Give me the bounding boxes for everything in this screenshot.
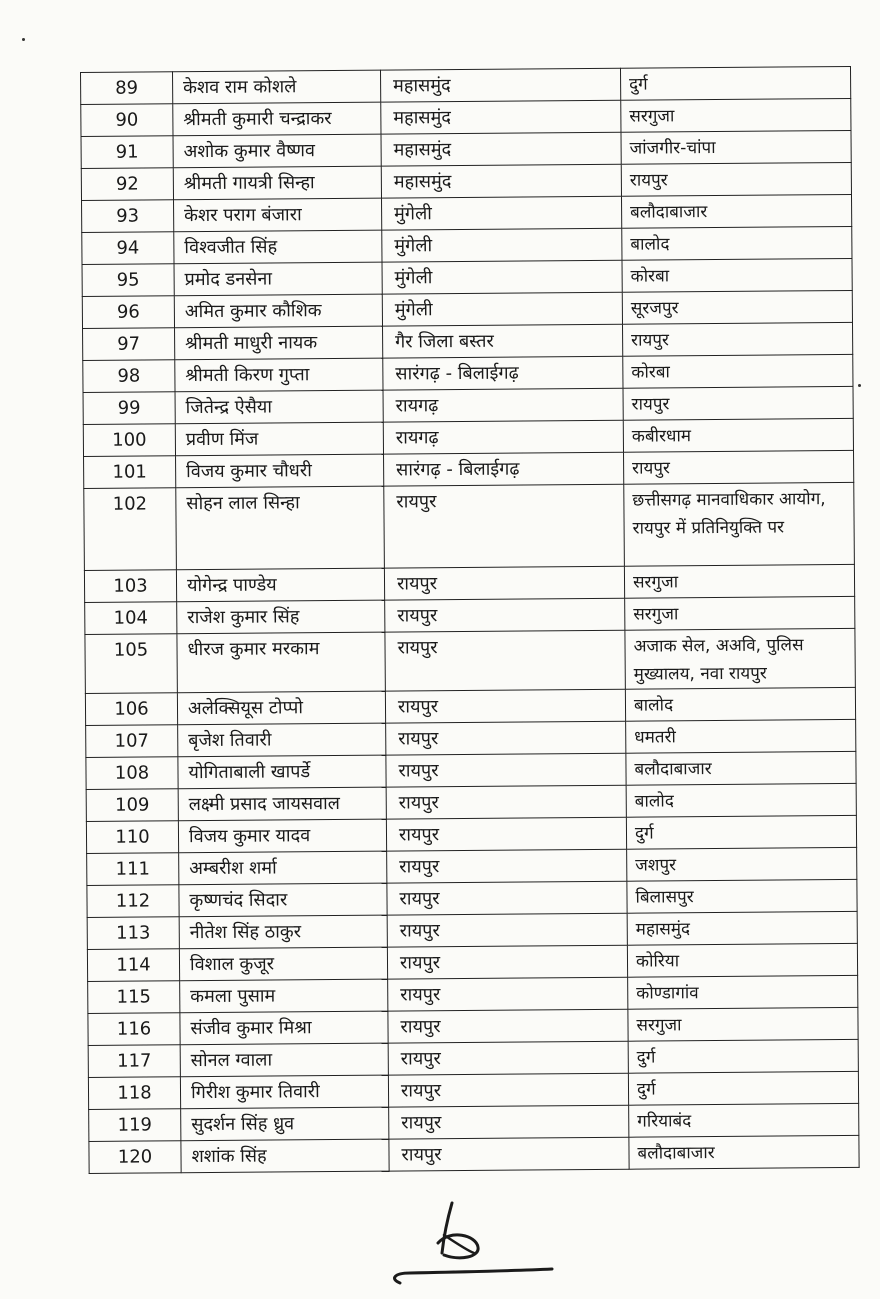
serial-number-cell: 109 xyxy=(86,789,178,822)
officer-name-cell: विश्वजीत सिंह xyxy=(174,230,382,264)
officer-name-cell: जितेन्द्र ऐसैया xyxy=(175,390,383,424)
current-posting-cell: रायपुर xyxy=(388,977,628,1011)
officer-name-cell: योगेन्द्र पाण्डेय xyxy=(176,568,384,602)
new-posting-cell: बालोद xyxy=(622,226,852,260)
officer-name-cell: श्रीमती गायत्री सिन्हा xyxy=(173,166,381,200)
serial-number-cell: 117 xyxy=(88,1045,180,1078)
serial-number-cell: 98 xyxy=(83,360,175,393)
new-posting-cell: कोरबा xyxy=(623,354,853,388)
new-posting-cell: सूरजपुर xyxy=(622,290,852,324)
current-posting-cell: रायपुर xyxy=(387,881,627,915)
new-posting-cell: रायपुर xyxy=(621,162,851,196)
serial-number-cell: 108 xyxy=(86,757,178,790)
serial-number-cell: 92 xyxy=(81,168,173,201)
serial-number-cell: 106 xyxy=(85,693,177,726)
signature xyxy=(380,1195,580,1299)
current-posting-cell: रायपुर xyxy=(386,721,626,755)
officer-name-cell: अमित कुमार कौशिक xyxy=(174,294,382,328)
serial-number-cell: 113 xyxy=(87,917,179,950)
serial-number-cell: 118 xyxy=(88,1077,180,1110)
new-posting-cell: रायपुर xyxy=(624,450,854,484)
table-row xyxy=(85,628,855,693)
document-page xyxy=(80,66,860,1174)
serial-number-cell: 101 xyxy=(84,456,176,489)
current-posting-cell: सारंगढ़ - बिलाईगढ़ xyxy=(383,356,623,390)
new-posting-cell: बलौदाबाजार xyxy=(626,751,856,785)
current-posting-cell: रायपुर xyxy=(386,817,626,851)
new-posting-cell: दुर्ग xyxy=(628,1071,858,1105)
new-posting-cell: रायपुर xyxy=(623,386,853,420)
serial-number-cell: 112 xyxy=(87,885,179,918)
new-posting-cell: महासमुंद xyxy=(627,911,857,945)
new-posting-cell: धमतरी xyxy=(626,719,856,753)
current-posting-cell: रायपुर xyxy=(384,566,624,600)
new-posting-cell: अजाक सेल, अअवि, पुलिस मुख्यालय, नवा रायपुर xyxy=(625,628,855,689)
new-posting-cell: बालोद xyxy=(625,687,855,721)
officer-name-cell: सुदर्शन सिंह ध्रुव xyxy=(181,1107,389,1141)
serial-number-cell: 120 xyxy=(89,1141,181,1174)
officer-name-cell: केशव राम कोशले xyxy=(173,70,381,104)
officer-name-cell: संजीव कुमार मिश्रा xyxy=(180,1011,388,1045)
current-posting-cell: रायपुर xyxy=(385,630,625,691)
scan-speck xyxy=(22,38,25,41)
current-posting-cell: महासमुंद xyxy=(381,132,621,166)
new-posting-cell: बालोद xyxy=(626,783,856,817)
signature-icon xyxy=(380,1195,580,1295)
current-posting-cell: रायपुर xyxy=(387,913,627,947)
serial-number-cell: 110 xyxy=(86,821,178,854)
officer-name-cell: सोहन लाल सिन्हा xyxy=(176,486,385,570)
current-posting-cell: गैर जिला बस्तर xyxy=(383,324,623,358)
officer-name-cell: कमला पुसाम xyxy=(180,979,388,1013)
table-row xyxy=(84,482,855,570)
new-posting-cell: कोरबा xyxy=(622,258,852,292)
current-posting-cell: रायपुर xyxy=(389,1105,629,1139)
scan-speck xyxy=(858,384,861,387)
serial-number-cell: 90 xyxy=(81,104,173,137)
new-posting-cell: जांजगीर-चांपा xyxy=(621,130,851,164)
current-posting-cell: रायपुर xyxy=(387,849,627,883)
new-posting-cell: कबीरधाम xyxy=(623,418,853,452)
serial-number-cell: 91 xyxy=(81,136,173,169)
current-posting-cell: मुंगेली xyxy=(382,292,622,326)
current-posting-cell: रायपुर xyxy=(388,1073,628,1107)
serial-number-cell: 115 xyxy=(88,981,180,1014)
new-posting-cell: बलौदाबाजार xyxy=(621,194,851,228)
new-posting-cell: दुर्ग xyxy=(628,1039,858,1073)
serial-number-cell: 103 xyxy=(84,570,176,603)
current-posting-cell: रायपुर xyxy=(388,1009,628,1043)
serial-number-cell: 119 xyxy=(89,1109,181,1142)
current-posting-cell: सारंगढ़ - बिलाईगढ़ xyxy=(384,452,624,486)
current-posting-cell: रायपुर xyxy=(385,598,625,632)
officer-name-cell: नीतेश सिंह ठाकुर xyxy=(179,915,387,949)
current-posting-cell: रायपुर xyxy=(385,689,625,723)
current-posting-cell: रायगढ़ xyxy=(383,420,623,454)
serial-number-cell: 95 xyxy=(82,264,174,297)
officer-name-cell: लक्ष्मी प्रसाद जायसवाल xyxy=(178,787,386,821)
officer-name-cell: श्रीमती किरण गुप्ता xyxy=(175,358,383,392)
new-posting-cell: बिलासपुर xyxy=(627,879,857,913)
officer-name-cell: सोनल ग्वाला xyxy=(180,1043,388,1077)
serial-number-cell: 93 xyxy=(82,200,174,233)
officer-name-cell: धीरज कुमार मरकाम xyxy=(177,632,385,693)
officer-name-cell: राजेश कुमार सिंह xyxy=(177,600,385,634)
serial-number-cell: 89 xyxy=(81,72,173,105)
serial-number-cell: 114 xyxy=(87,949,179,982)
new-posting-cell: बलौदाबाजार xyxy=(629,1135,859,1169)
serial-number-cell: 97 xyxy=(83,328,175,361)
new-posting-cell: दुर्ग xyxy=(626,815,856,849)
new-posting-cell: सरगुजा xyxy=(624,564,854,598)
table-row xyxy=(89,1135,859,1173)
officer-name-cell: श्रीमती माधुरी नायक xyxy=(175,326,383,360)
officer-name-cell: गिरीश कुमार तिवारी xyxy=(180,1075,388,1109)
serial-number-cell: 100 xyxy=(83,424,175,457)
serial-number-cell: 105 xyxy=(85,634,177,694)
officer-name-cell: योगिताबाली खापर्डे xyxy=(178,755,386,789)
current-posting-cell: रायपुर xyxy=(384,484,625,568)
serial-number-cell: 94 xyxy=(82,232,174,265)
officer-name-cell: शशांक सिंह xyxy=(181,1139,389,1173)
officer-name-cell: प्रमोद डनसेना xyxy=(174,262,382,296)
serial-number-cell: 111 xyxy=(87,853,179,886)
new-posting-cell: दुर्ग xyxy=(620,66,850,100)
current-posting-cell: रायपुर xyxy=(386,753,626,787)
current-posting-cell: महासमुंद xyxy=(380,68,620,102)
serial-number-cell: 96 xyxy=(82,296,174,329)
officer-name-cell: श्रीमती कुमारी चन्द्राकर xyxy=(173,102,381,136)
current-posting-cell: रायपुर xyxy=(387,945,627,979)
new-posting-cell: कोरिया xyxy=(627,943,857,977)
serial-number-cell: 102 xyxy=(84,488,177,571)
serial-number-cell: 104 xyxy=(85,602,177,635)
new-posting-cell: सरगुजा xyxy=(625,596,855,630)
transfer-table-body xyxy=(81,66,860,1173)
new-posting-cell: रायपुर xyxy=(622,322,852,356)
officer-name-cell: अशोक कुमार वैष्णव xyxy=(173,134,381,168)
current-posting-cell: रायपुर xyxy=(389,1137,629,1171)
serial-number-cell: 116 xyxy=(88,1013,180,1046)
current-posting-cell: महासमुंद xyxy=(381,164,621,198)
new-posting-cell: कोण्डागांव xyxy=(628,975,858,1009)
new-posting-cell: जशपुर xyxy=(627,847,857,881)
officer-name-cell: बृजेश तिवारी xyxy=(178,723,386,757)
current-posting-cell: रायपुर xyxy=(388,1041,628,1075)
new-posting-cell: सरगुजा xyxy=(621,98,851,132)
officer-name-cell: केशर पराग बंजारा xyxy=(174,198,382,232)
current-posting-cell: मुंगेली xyxy=(382,260,622,294)
current-posting-cell: रायपुर xyxy=(386,785,626,819)
serial-number-cell: 99 xyxy=(83,392,175,425)
officer-name-cell: कृष्णचंद सिदार xyxy=(179,883,387,917)
current-posting-cell: मुंगेली xyxy=(381,196,621,230)
new-posting-cell: छत्तीसगढ़ मानवाधिकार आयोग, रायपुर में प्रतिनियुक्ति पर xyxy=(624,482,855,566)
officer-name-cell: विजय कुमार चौधरी xyxy=(176,454,384,488)
officer-name-cell: विजय कुमार यादव xyxy=(178,819,386,853)
transfer-table xyxy=(80,66,860,1174)
officer-name-cell: विशाल कुजूर xyxy=(179,947,387,981)
new-posting-cell: सरगुजा xyxy=(628,1007,858,1041)
current-posting-cell: रायगढ़ xyxy=(383,388,623,422)
officer-name-cell: अम्बरीश शर्मा xyxy=(179,851,387,885)
new-posting-cell: गरियाबंद xyxy=(629,1103,859,1137)
serial-number-cell: 107 xyxy=(86,725,178,758)
officer-name-cell: प्रवीण मिंज xyxy=(175,422,383,456)
current-posting-cell: महासमुंद xyxy=(381,100,621,134)
officer-name-cell: अलेक्सियूस टोप्पो xyxy=(177,691,385,725)
current-posting-cell: मुंगेली xyxy=(382,228,622,262)
